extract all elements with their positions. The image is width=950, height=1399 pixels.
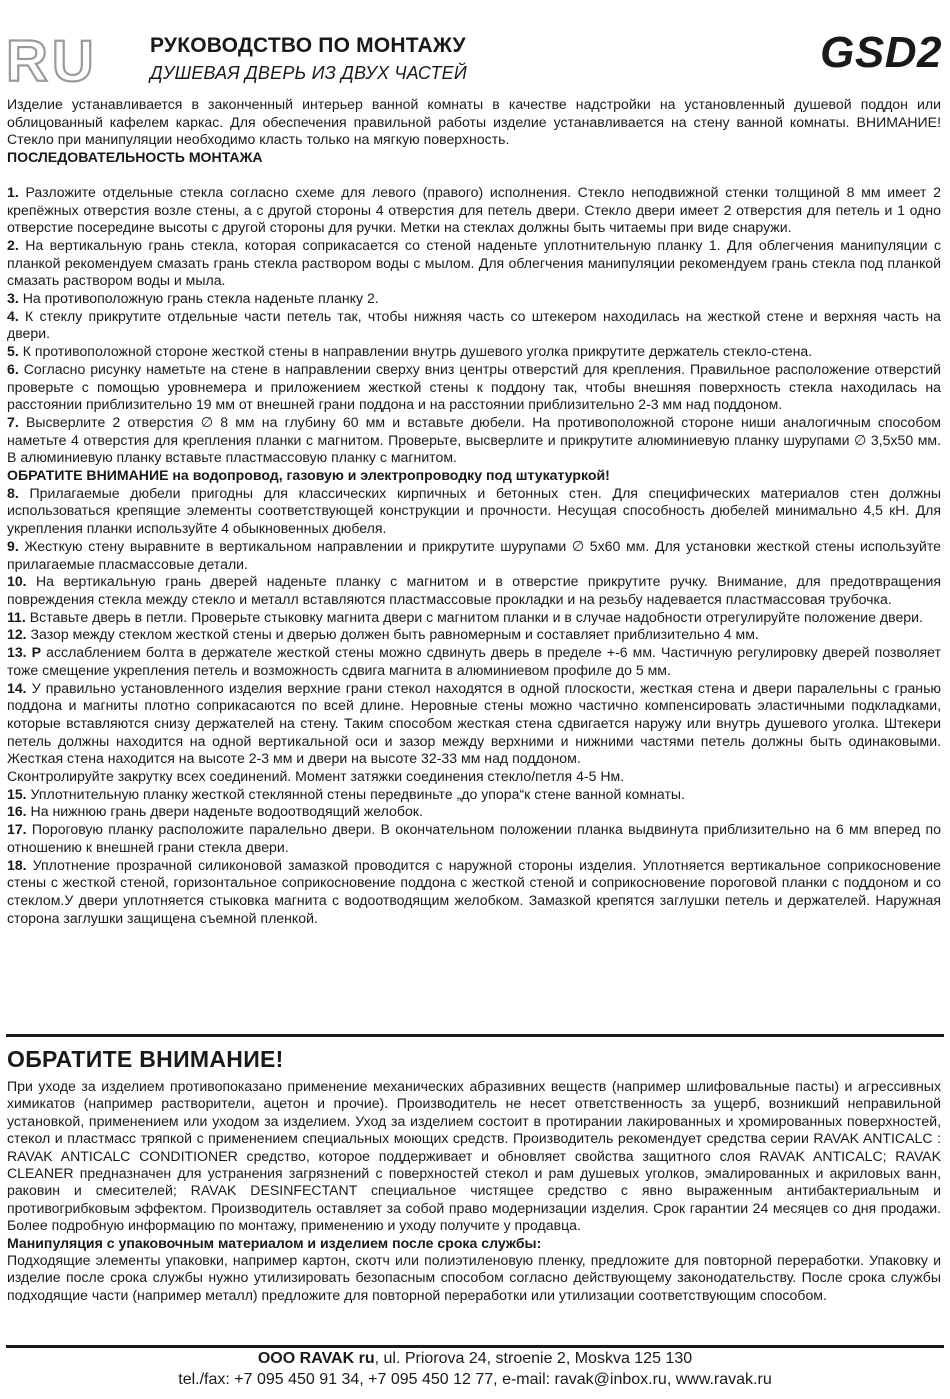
step-text: Разложите отдельные стекла согласно схеме для левого (правого) исполнения. Стекло неподвижной стенки толщиной 8 мм имеет 2 крепёжных отверстия возле стены, а с другой стороны 4 отверстия для петель двери. Стекло двери имеет 2 отверстия для петель и 1 одно отверстие посередине высоты с другой стороны для ручки. Метки на стеклах должны быть читаемы при виде снаружи. [7, 183, 941, 236]
step-item [7, 768, 941, 786]
document-title: РУКОВОДСТВО ПО МОНТАЖУ [150, 34, 466, 57]
step-text: К противоположной стороне жесткой стены в направлении внутрь душевого уголка прикрутите держатель стекло-стена. [22, 343, 813, 360]
step-item [7, 573, 941, 608]
step-text: К стеклу прикрутите отдельные части петель так, чтобы нижняя часть со штекером находилась на жесткой стене и верхняя часть на двери. [7, 307, 941, 342]
step-text: Прилагаемые дюбели пригодны для классических кирпичных и бетонных стен. Для специфических материалов стен должны использоваться крепящие элементы соответствующей конструкции и прочности. Несущая способность дюбелей минимально 4,5 кН. Для укрепления планки используйте 4 обыкновенных дюбеля. [7, 484, 941, 537]
disposal-heading: Манипуляция с упаковочным материалом и изделием после срока службы: [7, 1234, 542, 1251]
step-number: 18. [7, 856, 27, 873]
step-number: 2. [7, 236, 19, 253]
step-number: 8. [7, 484, 19, 501]
language-code: RU [6, 34, 98, 86]
sequence-heading: ПОСЛЕДОВАТЕЛЬНОСТЬ МОНТАЖА [7, 149, 263, 166]
steps-list [7, 184, 941, 928]
step-item [7, 343, 941, 361]
language-code-logo [6, 34, 100, 86]
instructions-body [7, 96, 941, 927]
step-number: 6. [7, 360, 19, 377]
step-number: 15. [7, 785, 27, 802]
step-number: 7. [7, 413, 19, 430]
step-item [7, 237, 941, 290]
step-text: На вертикальную грань дверей наденьте планку с магнитом и в отверстие прикрутите ручку. Внимание, для предотвращения повреждения стекла между стекло и металл вставляются пластмассовые прокладки и на резьбу надевается пластмассовая трубочка. [7, 573, 941, 607]
step-item [7, 184, 941, 237]
step-item [7, 680, 941, 769]
disposal-paragraph: Подходящие элементы упаковки, например картон, скотч или полиэтиленовую пленку, предложите для повторной переработки. Упаковку и изделие после срока службы нужно утилизировать безопасным способом согласно действующему законодательству. После срока службы подходящие части (например металл) предложите для повторной переработки или утилизации соответствующим способом. [7, 1252, 941, 1303]
spacer [7, 167, 941, 184]
footer-address-line [0, 1348, 950, 1369]
company-name: OOO RAVAK ru [257, 1350, 375, 1367]
step-item [7, 538, 941, 573]
step-text: асслаблением болта в держателе жесткой стены можно сдвинуть дверь в пределе +-6 мм. Частичную регулировку дверей позволяет тоже смещение укрепления петель и возможность сдвига магнита в алюминиевом профиле до 5 мм. [7, 644, 941, 678]
document-header [0, 0, 950, 100]
step-text: Высверлите 2 отверстия ∅ 8 мм на глубину 60 мм и вставьте дюбели. На противоположной стороне ниши аналогичным способом наметьте 4 отверстия для крепления планки с магнитом. Проверьте, высверлите и прикрутите алюминиевую планку шурупами ∅ 3,5x50 мм. В алюминиевую планку вставьте пластмассовую планку с магнитом. [7, 413, 941, 466]
step-number: 4. [7, 307, 19, 324]
step-number: 5. [7, 343, 19, 360]
step-item [7, 308, 941, 343]
step-number: 11. [7, 608, 26, 625]
footer-contacts: tel./fax: +7 095 450 91 34, +7 095 450 12 77, e-mail: ravak@inbox.ru, www.ravak.ru [178, 1371, 772, 1388]
language-code-graphic [6, 34, 100, 86]
section-divider [6, 1034, 944, 1037]
step-item [7, 609, 941, 627]
step-text: Зазор между стеклом жесткой стены и дверью должен быть равномерным и составляет приблизительно 4 мм. [30, 626, 759, 643]
step-number: 16. [7, 803, 27, 820]
step-number: 3. [7, 290, 19, 307]
notice-heading: ОБРАТИТЕ ВНИМАНИЕ! [7, 1046, 284, 1072]
notice-section [7, 1044, 941, 1304]
step-number: 12. [7, 626, 27, 643]
step-item [7, 644, 941, 679]
footer [0, 1348, 950, 1390]
step-text: Пороговую планку расположите паралельно двери. В окончательном положении планка выдвинута приблизительно на 6 мм вперед по отношению к внешней грани стекла двери. [7, 821, 941, 855]
step-item [7, 786, 941, 804]
company-address: , ul. Priorova 24, stroenie 2, Moskva 125 130 [374, 1350, 693, 1367]
step-number: 17. [7, 821, 27, 838]
step-text: Жесткую стену выравните в вертикальном направлении и прикрутите шурупами ∅ 5x60 мм. Для установки жесткой стены используйте прилагаемые пласмассовые детали. [7, 537, 941, 572]
care-paragraph: При уходе за изделием противопоказано применение механических абразивних веществ (например шлифовальные пасты) и агрессивных химикатов (например растворители, ацетон и прочие). Производитель не несет ответственность за ущерб, возникший неправильной установкой, применением или уходом за изделием. Уход за изделием состоит в протирании лакированных и хромированных поверхностей, стекол и пластмасс тряпкой с применением специальных моющих средств. Производитель рекомендует средства серии RAVAK ANTICALC : RAVAK ANTICALC CONDITIONER средство, которое поддерживает и обновляет свойства защитного слоя RAVAK ANTICALC; RAVAK CLEANER предназначен для устранения загрязнений с поверхностей стекол и рам душевых уголков, эмалированных и акриловых ванн, раковин и смесителей; RAVAK DESINFECTANT специальное чистящее средство с явно выраженным антибактериальным и противогрибковым эффектом. Производитель оставляет за собой право модернизации изделия. Срок гарантии 24 месяцев со дня продажи. Более подробную информацию по монтажу, применению и уходу получите у продавца. [7, 1078, 941, 1234]
step-text: На противоположную грань стекла наденьте планку 2. [22, 290, 379, 307]
step-text: Согласно рисунку наметьте на стене в направлении сверху вниз центры отверстий для крепления. Правильное расположение отверстий проверьте с помощью уровнемера и приложением жесткой стены к поддону так, чтобы внешняя поверхность стекла находилась на расстоянии приблизительно 19 мм от внешней грани поддона и на расстоянии приблизительно 2-3 мм над поддоном. [7, 360, 942, 413]
step-number: 1. [7, 183, 19, 200]
step-number: 14. [7, 679, 27, 696]
step-text: Вставьте дверь в петли. Проверьте стыковку магнита двери с магнитом планки и в случае надобности отрегулируйте положение двери. [29, 608, 923, 625]
step-text: У правильно установленного изделия верхние грани стекол находятся в одной плоскости, жесткая стена и двери паралельны с гранью поддона и магниты плотно соприкасаются по всей длине. Неровные стены можно частично компенсировать эластичными подкладками, которые вставляются снизу держателей на стену. Таким способом жесткая стена сдвигается наружу или внутрь душевого уголка. Штекери петель должны находится на одной вертикальной оси и зазор между верхними и нижними частями петель должны быть одинаковыми. Жесткая стена находится на высоте 2-3 мм и двери на высоте 32-33 мм над поддоном. [7, 679, 941, 767]
step-item [7, 803, 941, 821]
step-item [7, 821, 941, 856]
step-text: Уплотнение прозрачной силиконовой замазкой проводится с наружной стороны изделия. Уплотняется вертикальное соприкосновение стены с жесткой стеной, горизонтальное соприкосновение поддона с жесткой стеной и соприкосновение пороговой планки с поддоном и со стеклом.У двери уплотняется стыковка магнита с водоотводящим желобком. Замазкой крепятся заглушки петель и держателей. Наружная сторона заглушки защищена съемной пленкой. [7, 856, 941, 926]
step-item [7, 361, 941, 414]
step-item [7, 485, 941, 538]
step-number: 9. [7, 537, 19, 554]
step-item [7, 467, 941, 485]
step-number: 10. [7, 573, 27, 590]
step-item [7, 290, 941, 308]
step-text: Сконтролируйте закрутку всех соединений. Момент затяжки соединения стекло/петля 4-5 Нм. [7, 768, 625, 785]
step-item [7, 626, 941, 644]
step-item [7, 414, 941, 467]
document-subtitle: ДУШЕВАЯ ДВЕРЬ ИЗ ДВУХ ЧАСТЕЙ [150, 63, 467, 83]
step-item [7, 857, 941, 928]
step-number: 13. Р [7, 644, 42, 661]
step-text: На вертикальную грань стекла, которая соприкасается со стеной наденьте уплотнительную планку 1. Для облегчения манипуляции с планкой рекомендуем смазать грань стекла раствором воды с мылом. Для облегчения манипуляции рекомендуем грань стекла под планкой смазать раствором воды и мыла. [7, 236, 941, 289]
step-text: ОБРАТИТЕ ВНИМАНИЕ на водопровод, газовую и электропроводку под штукатуркой! [7, 467, 610, 484]
model-name: GSD2 [820, 28, 942, 77]
step-text: Уплотнительную планку жесткой стеклянной стены передвиньте „до упора“к стене ванной комнаты. [30, 785, 685, 802]
intro-paragraph: Изделие устанавливается в законченный интерьер ванной комнаты в качестве надстройки на установленный душевой поддон или облицованный кафелем каркас. Для обеспечения правильной работы изделие устанавливается на стену ванной комнаты. ВНИМАНИЕ! Стекло при манипуляции необходимо класть только на мягкую поверхность. [7, 96, 941, 148]
step-text: На нижнюю грань двери наденьте водоотводящий желобок. [30, 803, 423, 820]
